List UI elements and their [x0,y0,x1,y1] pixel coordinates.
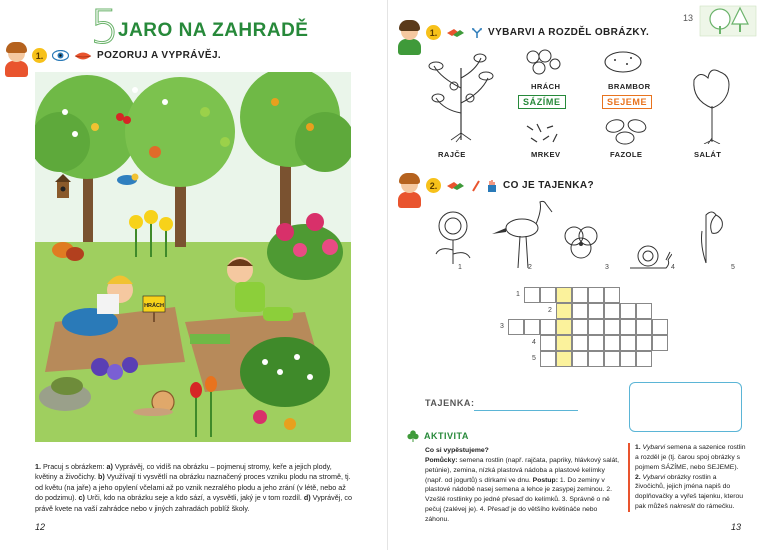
crossword-row-number: 1 [516,291,520,298]
tag-sazime: SÁZÍME [518,95,566,109]
crossword-cell[interactable] [588,351,604,367]
clover-icon [407,430,419,442]
label-mrkev: MRKEV [531,150,561,159]
crossword-cell[interactable] [524,319,540,335]
task-2-header [426,178,594,193]
aktivita-title: AKTIVITA [424,431,469,441]
task-number: 1. [32,48,47,63]
crossword-cell[interactable] [604,303,620,319]
crossword-cell[interactable] [540,287,556,303]
crossword-cell[interactable] [636,319,652,335]
crossword-cell[interactable] [636,303,652,319]
page-number: 13 [731,522,742,532]
crossword-cell[interactable] [572,303,588,319]
page-number-top: 13 [683,13,694,23]
aktivita-text: Co si vypěstujeme? Pomůcky: semena rostlin (např. rajčata, papriky, hlávkový salát, petúnie), zemina, nízká plastová nádoba a plastové kelímky (např. od jogurtů) s dírkami ve dnu. Postup: 1. Do zeminy v plastové nádobě nasej semena a lehce je zasypej zeminou. 2. Vzešlé rostlinky po jedné přesaď do kelímků. 3. Správně o ně pečuj (zalévej je). 4. Přesaď je do většího květináče nebo záhonu. [425,447,620,523]
task-number: 1. [426,25,441,40]
snowdrop-drawing [686,205,726,265]
crossword-cell[interactable] [588,319,604,335]
crossword-secret-cell[interactable] [556,335,572,351]
crossword-cell[interactable] [604,351,620,367]
crossword-cell[interactable] [620,335,636,351]
crossword-secret-cell[interactable] [556,351,572,367]
carrot-seeds-drawing [523,120,563,148]
drawing-number-4: 4 [671,264,675,271]
crossword-cell[interactable] [620,351,636,367]
task-1-header [32,48,221,63]
crossword-cell[interactable] [620,303,636,319]
tomato-plant-drawing [426,48,496,143]
chapter-number: 5 [90,0,120,54]
crossword-cell[interactable] [604,319,620,335]
crossword-cell[interactable] [508,319,524,335]
task-label: CO JE TAJENKA? [503,180,594,191]
lettuce-seedling-drawing [686,62,738,144]
crossword-cell[interactable] [652,319,668,335]
crossword-cell[interactable] [588,335,604,351]
drawing-number-1: 1 [458,264,462,271]
right-page [387,0,775,550]
left-page [0,0,387,550]
crossword-secret-cell[interactable] [556,287,572,303]
crossword-cell[interactable] [572,351,588,367]
task-label: VYBARVI A ROZDĚL OBRÁZKY. [488,27,650,38]
crossword-cell[interactable] [524,287,540,303]
aktivita-header [407,430,469,442]
crossword-row-number: 2 [548,307,552,314]
crayon-colors-icon [446,27,466,38]
garden-scene-illustration [35,72,351,442]
task-number: 2. [426,178,441,193]
crossword-cell[interactable] [652,335,668,351]
peony-drawing [428,210,478,265]
crayon-colors-icon [446,180,466,191]
spring-tree-badge-icon [696,2,758,38]
pencils-cup-icon [486,180,498,192]
split-arrows-icon [471,27,483,39]
crossword-cell[interactable] [588,287,604,303]
drawing-number-2: 2 [528,264,532,271]
bean-seeds-drawing [603,116,653,146]
tag-sejeme: SEJEME [602,95,652,109]
page-number: 12 [35,522,46,532]
snail-drawing [626,244,672,270]
crossword-cell[interactable] [604,287,620,303]
tajenka-label: TAJENKA: [425,398,475,408]
girl-icon [396,175,423,209]
crossword-cell[interactable] [636,351,652,367]
crossword-cell[interactable] [540,351,556,367]
drawing-number-5: 5 [731,264,735,271]
pea-seeds-drawing [525,48,561,76]
crossword-cell[interactable] [572,335,588,351]
crossword-row-number: 3 [500,323,504,330]
seed-sign-label: HRÁCH [144,303,164,309]
tajenka-answer-line[interactable] [474,410,578,411]
crossword-row-number: 5 [532,355,536,362]
girl-pointing-icon [3,44,30,78]
pencil-icon [471,180,481,192]
teacher-side-note: 1. Vybarvi semena a sazenice rostlin a rozděl je (tj. čarou spoj obrázky s pojmem SÁZÍME, nebo SEJEME). 2. Vybarvi obrázky rostlin a živočichů, jejich jména napiš do doplňovačky a vyřeš tajenku, kterou pak můžeš nakreslit do rámečku. [628,443,746,512]
mouth-icon [74,51,92,61]
label-hrach: HRÁCH [531,82,561,91]
crossword-cell[interactable] [540,335,556,351]
crossword-secret-cell[interactable] [556,303,572,319]
crossword-cell[interactable] [572,287,588,303]
task-label: POZORUJ A VYPRÁVĚJ. [97,50,222,61]
pansy-drawing [560,222,602,266]
crossword-cell[interactable] [620,319,636,335]
crossword-cell[interactable] [588,303,604,319]
label-fazole: FAZOLE [610,150,643,159]
drawing-answer-box[interactable] [629,382,742,432]
crossword-cell[interactable] [604,335,620,351]
task-instructions: 1. Pracuj s obrázkem: a) Vyprávěj, co vidíš na obrázku – pojmenuj stromy, keře a jejich plody, květiny a živočichy. b) Využívají ti vysvětlí na obrázku naznačený proces vzniku plodu na stromě, tj. od květu (na jaře) a jeho opylení včelami až po vznik nezralého plodu a jeho zrání (v létě, nebo až do podzimu). c) Urči, kdo na obrázku seje a kdo sází, a vysvětli, jaký je v tom rozdíl. d) Vyprávěj, co právě kvete na vaší zahrádce nebo v jiných zahradách poblíž školy. [35,462,352,513]
label-brambor: BRAMBOR [608,82,651,91]
crossword-cell[interactable] [572,319,588,335]
crossword-row-number: 4 [532,339,536,346]
label-salat: SALÁT [694,150,722,159]
stork-drawing [488,198,553,270]
chapter-title: JARO NA ZAHRADĚ [118,20,309,41]
crossword-cell[interactable] [540,319,556,335]
task-1-header [426,25,649,40]
eye-icon [52,50,69,61]
crossword-secret-cell[interactable] [556,319,572,335]
drawing-number-3: 3 [605,264,609,271]
label-rajce: RAJČE [438,150,466,159]
crossword-cell[interactable] [636,335,652,351]
boy-icon [396,22,423,56]
potato-drawing [603,50,643,74]
